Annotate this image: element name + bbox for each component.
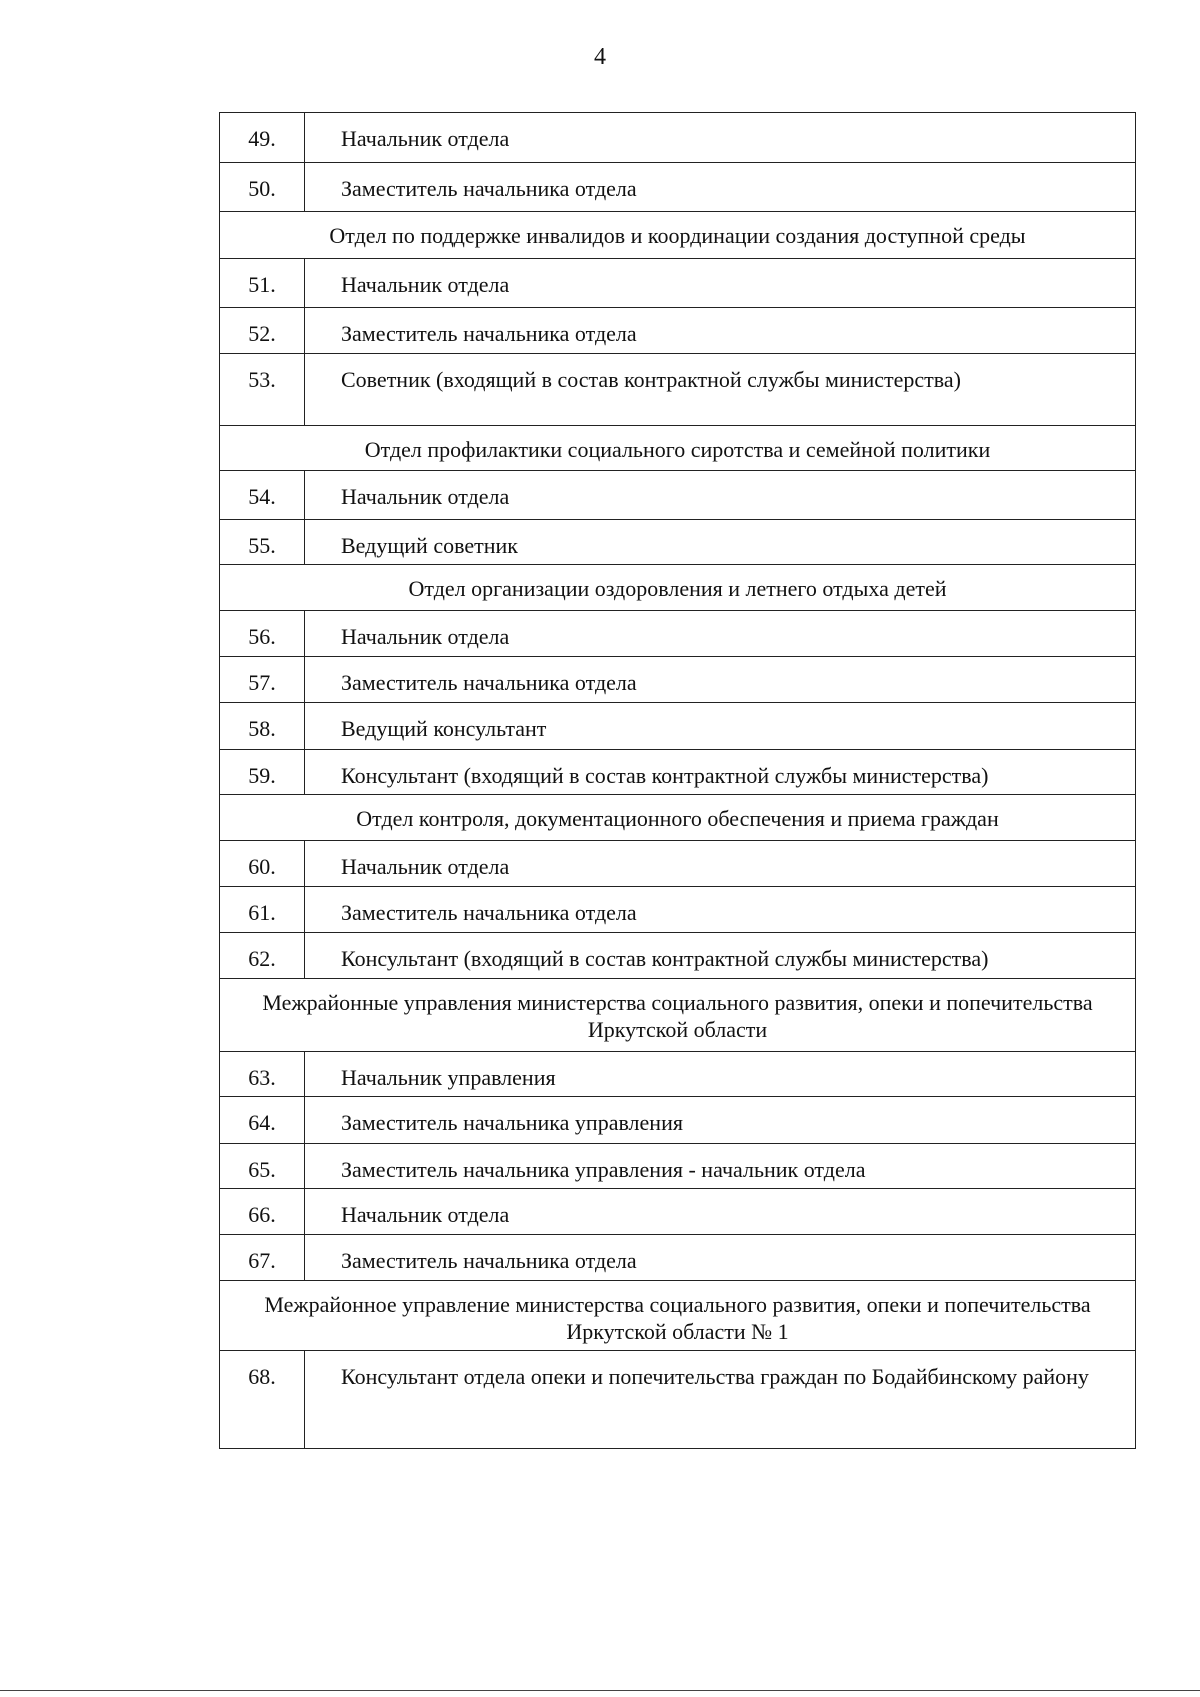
table-row xyxy=(220,657,1136,703)
positions-table-body xyxy=(220,113,1136,1449)
table-row xyxy=(220,113,1136,163)
position-title: Заместитель начальника отдела xyxy=(305,1235,1136,1281)
table-row xyxy=(220,354,1136,426)
table-row xyxy=(220,841,1136,887)
row-number: 66. xyxy=(220,1189,305,1235)
section-title: Отдел профилактики социального сиротства и семейной политики xyxy=(220,426,1136,471)
table-row xyxy=(220,520,1136,565)
row-number: 60. xyxy=(220,841,305,887)
table-row xyxy=(220,1144,1136,1189)
position-title: Консультант отдела опеки и попечительства граждан по Бодайбинскому району xyxy=(305,1351,1136,1449)
position-title: Заместитель начальника отдела xyxy=(305,887,1136,933)
row-number: 52. xyxy=(220,308,305,354)
table-row xyxy=(220,259,1136,308)
row-number: 53. xyxy=(220,354,305,426)
table-row xyxy=(220,163,1136,212)
row-number: 55. xyxy=(220,520,305,565)
position-title: Начальник отдела xyxy=(305,1189,1136,1235)
footer-rule xyxy=(0,1690,1200,1691)
section-header-row xyxy=(220,565,1136,611)
position-title: Консультант (входящий в состав контрактной службы министерства) xyxy=(305,933,1136,979)
table-row xyxy=(220,887,1136,933)
row-number: 54. xyxy=(220,471,305,520)
position-title: Заместитель начальника отдела xyxy=(305,657,1136,703)
row-number: 64. xyxy=(220,1097,305,1144)
row-number: 65. xyxy=(220,1144,305,1189)
row-number: 62. xyxy=(220,933,305,979)
position-title: Консультант (входящий в состав контрактной службы министерства) xyxy=(305,750,1136,795)
position-title: Заместитель начальника управления xyxy=(305,1097,1136,1144)
position-title: Начальник отдела xyxy=(305,841,1136,887)
table-row xyxy=(220,703,1136,750)
position-title: Начальник отдела xyxy=(305,471,1136,520)
section-header-row xyxy=(220,212,1136,259)
positions-table xyxy=(219,112,1136,1449)
table-row xyxy=(220,750,1136,795)
position-title: Ведущий консультант xyxy=(305,703,1136,750)
section-header-row xyxy=(220,426,1136,471)
page-number: 4 xyxy=(594,44,606,70)
position-title: Начальник отдела xyxy=(305,259,1136,308)
table-row xyxy=(220,933,1136,979)
position-title: Начальник отдела xyxy=(305,611,1136,657)
row-number: 49. xyxy=(220,113,305,163)
table-row xyxy=(220,1235,1136,1281)
row-number: 58. xyxy=(220,703,305,750)
row-number: 59. xyxy=(220,750,305,795)
position-title: Заместитель начальника управления - начальник отдела xyxy=(305,1144,1136,1189)
row-number: 61. xyxy=(220,887,305,933)
table-row xyxy=(220,1097,1136,1144)
section-title: Отдел по поддержке инвалидов и координации создания доступной среды xyxy=(220,212,1136,259)
row-number: 56. xyxy=(220,611,305,657)
row-number: 50. xyxy=(220,163,305,212)
section-header-row xyxy=(220,1281,1136,1351)
position-title: Заместитель начальника отдела xyxy=(305,308,1136,354)
row-number: 57. xyxy=(220,657,305,703)
position-title: Заместитель начальника отдела xyxy=(305,163,1136,212)
position-title: Начальник отдела xyxy=(305,113,1136,163)
position-title: Ведущий советник xyxy=(305,520,1136,565)
row-number: 68. xyxy=(220,1351,305,1449)
table-row xyxy=(220,1052,1136,1097)
position-title: Советник (входящий в состав контрактной службы министерства) xyxy=(305,354,1136,426)
row-number: 51. xyxy=(220,259,305,308)
section-title: Межрайонное управление министерства социального развития, опеки и попечительства Иркутской области № 1 xyxy=(220,1281,1136,1351)
row-number: 63. xyxy=(220,1052,305,1097)
table-row xyxy=(220,1189,1136,1235)
row-number: 67. xyxy=(220,1235,305,1281)
section-title: Отдел контроля, документационного обеспечения и приема граждан xyxy=(220,795,1136,841)
table-row xyxy=(220,471,1136,520)
table-row xyxy=(220,1351,1136,1449)
section-header-row xyxy=(220,795,1136,841)
position-title: Начальник управления xyxy=(305,1052,1136,1097)
table-row xyxy=(220,308,1136,354)
section-title: Межрайонные управления министерства социального развития, опеки и попечительства Иркутской области xyxy=(220,979,1136,1052)
table-row xyxy=(220,611,1136,657)
section-title: Отдел организации оздоровления и летнего отдыха детей xyxy=(220,565,1136,611)
section-header-row xyxy=(220,979,1136,1052)
